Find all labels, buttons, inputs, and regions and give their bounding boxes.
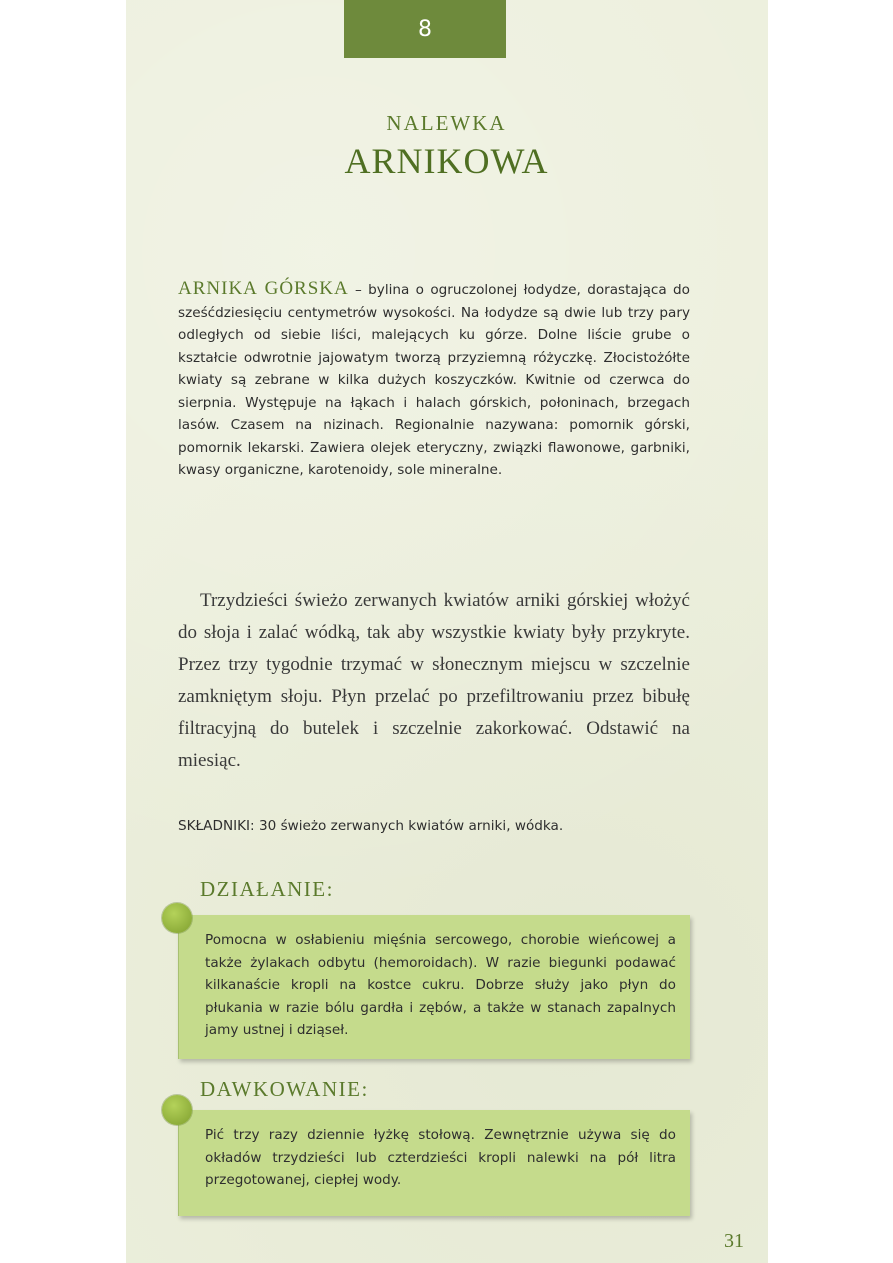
page-title: ARNIKOWA: [344, 141, 549, 181]
plant-description-text: – bylina o ogruczolonej łodydze, dorastająca do sześćdziesięciu centymetrów wysokości. Na łodydze są dwie lub trzy pary odległych od siebie liści, malejących ku górze. Dolne liście grube o kształcie odwrotnie jajowatym tworzą przyziemną różyczkę. Złocistożółte kwiaty są zebrane w kilka dużych koszyczków. Kwitnie od czerwca do sierpnia. Występuje na łąkach i halach górskich, połoninach, brzegach lasów. Czasem na nizinach. Regionalnie nazywana: pomornik górski, pomornik lekarski. Zawiera olejek eteryczny, związki flawonowe, garbniki, kwasy organiczne, karotenoidy, sole mineralne.: [178, 282, 690, 478]
dosage-heading: DAWKOWANIE:: [200, 1077, 369, 1101]
bullet-dot-icon: [162, 903, 192, 933]
plant-description: [178, 278, 690, 482]
dosage-box: [178, 1110, 690, 1216]
chapter-number-badge: [344, 0, 506, 58]
action-text: Pomocna w osłabieniu mięśnia sercowego, chorobie wieńcowej a także żylakach odbytu (hemoroidach). W razie biegunki podawać kilkanaście kropli na kostce cukru. Dobrze służy jako płyn do płukania w razie bólu gardła i zębów, a także w stanach zapalnych jamy ustnej i dziąseł.: [205, 932, 676, 1038]
plant-name: ARNIKA GÓRSKA: [178, 278, 349, 299]
chapter-number: 8: [418, 16, 432, 42]
bullet-dot-icon: [162, 1095, 192, 1125]
page-number: 31: [724, 1230, 744, 1252]
action-heading: DZIAŁANIE:: [200, 877, 334, 901]
ingredients-line: SKŁADNIKI: 30 świeżo zerwanych kwiatów arniki, wódka.: [178, 818, 564, 834]
recipe-instructions: Trzydzieści świeżo zerwanych kwiatów arniki górskiej włożyć do słoja i zalać wódką, tak aby wszystkie kwiaty były przykryte. Przez trzy tygodnie trzymać w słonecznym miejscu w szczelnie zamkniętym słoju. Płyn przelać po przefiltrowaniu przez bibułę filtracyjną do butelek i szczelnie zakorkować. Odstawić na miesiąc.: [178, 590, 690, 771]
recipe-kicker: NALEWKA: [386, 111, 507, 135]
action-box: [178, 915, 690, 1059]
dosage-text: Pić trzy razy dziennie łyżkę stołową. Zewnętrznie używa się do okładów trzydzieści lub czterdzieści kropli nalewki na pół litra przegotowanej, ciepłej wody.: [205, 1127, 676, 1188]
